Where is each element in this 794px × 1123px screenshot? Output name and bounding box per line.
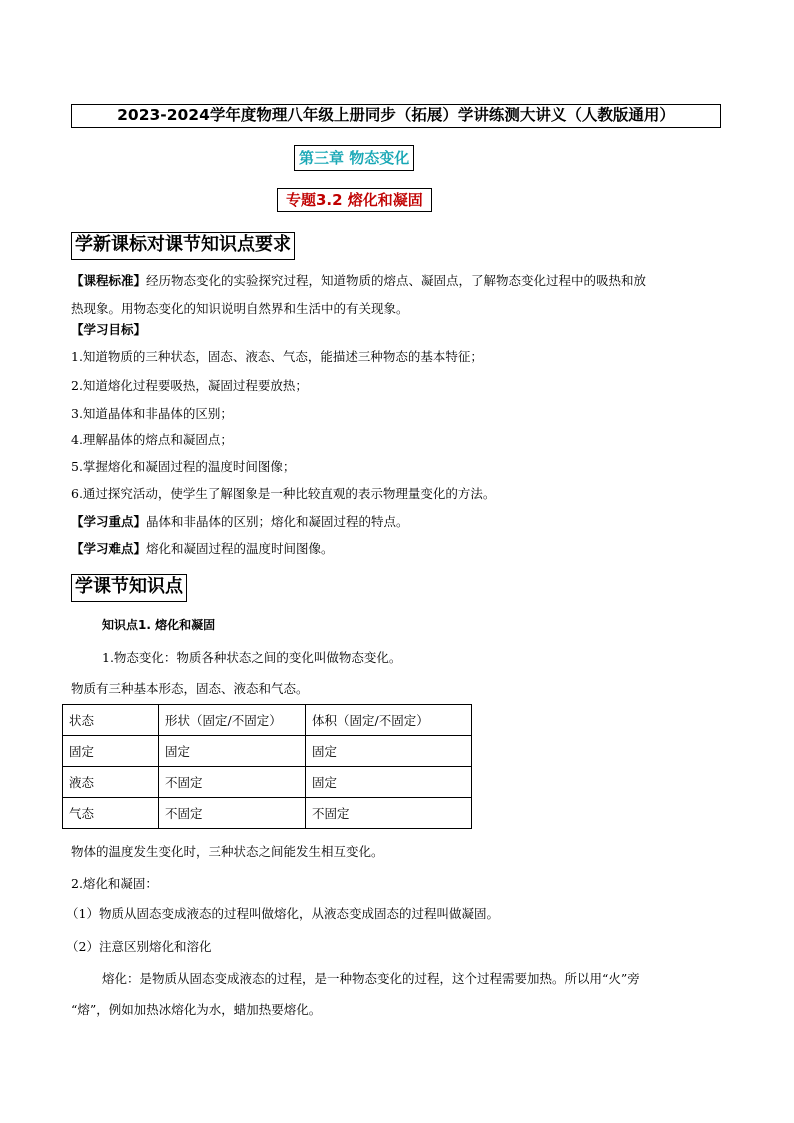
paragraph-state-change: 1.物态变化：物质各种状态之间的变化叫做物态变化。 [102, 650, 402, 665]
table-header-cell: 体积（固定/不固定） [306, 705, 472, 736]
table-cell: 液态 [63, 767, 159, 798]
key-points-text: 晶体和非晶体的区别；熔化和凝固过程的特点。 [146, 514, 409, 529]
difficulty-text: 熔化和凝固过程的温度时间图像。 [146, 541, 334, 556]
table-cell: 固定 [306, 767, 472, 798]
table-header-row [63, 705, 472, 736]
table-cell: 不固定 [159, 767, 306, 798]
paragraph-three-forms: 物质有三种基本形态，固态、液态和气态。 [71, 681, 309, 696]
paragraph-melting-explain-2: “熔”，例如加热冰熔化为水，蜡加热要熔化。 [71, 1002, 322, 1017]
goal-item-4: 4.理解晶体的熔点和凝固点； [71, 432, 233, 447]
goal-item-1: 1.知道物质的三种状态，固态、液态、气态，能描述三种物态的基本特征； [71, 349, 483, 364]
goals-label: 【学习目标】 [71, 322, 147, 337]
topic-title: 专题3.2 熔化和凝固 [277, 188, 432, 212]
course-standard-line-2: 热现象。用物态变化的知识说明自然界和生活中的有关现象。 [71, 301, 409, 316]
chapter-title: 第三章 物态变化 [294, 145, 414, 171]
course-standard-text: 经历物态变化的实验探究过程，知道物质的熔点、凝固点，了解物态变化过程中的吸热和放 [146, 273, 647, 288]
key-points-line [71, 514, 409, 530]
states-table [62, 704, 472, 829]
course-standard-label: 【课程标准】 [71, 273, 147, 288]
table-row [63, 767, 472, 798]
difficulty-label: 【学习难点】 [71, 541, 147, 556]
paragraph-melting-heading: 2.熔化和凝固： [71, 876, 158, 891]
goal-item-6: 6.通过探究活动，使学生了解图象是一种比较直观的表示物理量变化的方法。 [71, 486, 496, 501]
table-header-cell: 状态 [63, 705, 159, 736]
goal-item-5: 5.掌握熔化和凝固过程的温度时间图像； [71, 459, 296, 474]
table-row [63, 798, 472, 829]
goal-item-3: 3.知道晶体和非晶体的区别； [71, 406, 233, 421]
knowledge-point-title: 知识点1. 熔化和凝固 [102, 618, 216, 632]
document-title: 2023-2024学年度物理八年级上册同步（拓展）学讲练测大讲义（人教版通用） [71, 104, 721, 128]
table-cell: 不固定 [306, 798, 472, 829]
table-cell: 固定 [159, 736, 306, 767]
difficulty-line [71, 541, 334, 557]
paragraph-melting-explain-1: 熔化：是物质从固态变成液态的过程，是一种物态变化的过程，这个过程需要加热。所以用“火”旁 [102, 971, 640, 986]
table-cell: 气态 [63, 798, 159, 829]
table-row [63, 736, 472, 767]
key-points-label: 【学习重点】 [71, 514, 147, 529]
paragraph-melting-definition: （1）物质从固态变成液态的过程叫做熔化，从液态变成固态的过程叫做凝固。 [66, 906, 499, 921]
paragraph-distinguish: （2）注意区别熔化和溶化 [66, 939, 212, 954]
table-cell: 固定 [63, 736, 159, 767]
table-header-cell: 形状（固定/不固定） [159, 705, 306, 736]
table-cell: 不固定 [159, 798, 306, 829]
table-cell: 固定 [306, 736, 472, 767]
course-standard-line-1 [71, 273, 646, 289]
section-heading-requirements: 学新课标对课节知识点要求 [71, 232, 295, 260]
goal-item-2: 2.知道熔化过程要吸热，凝固过程要放热； [71, 378, 308, 393]
paragraph-temperature-change: 物体的温度发生变化时，三种状态之间能发生相互变化。 [71, 844, 384, 859]
section-heading-knowledge: 学课节知识点 [71, 574, 187, 602]
